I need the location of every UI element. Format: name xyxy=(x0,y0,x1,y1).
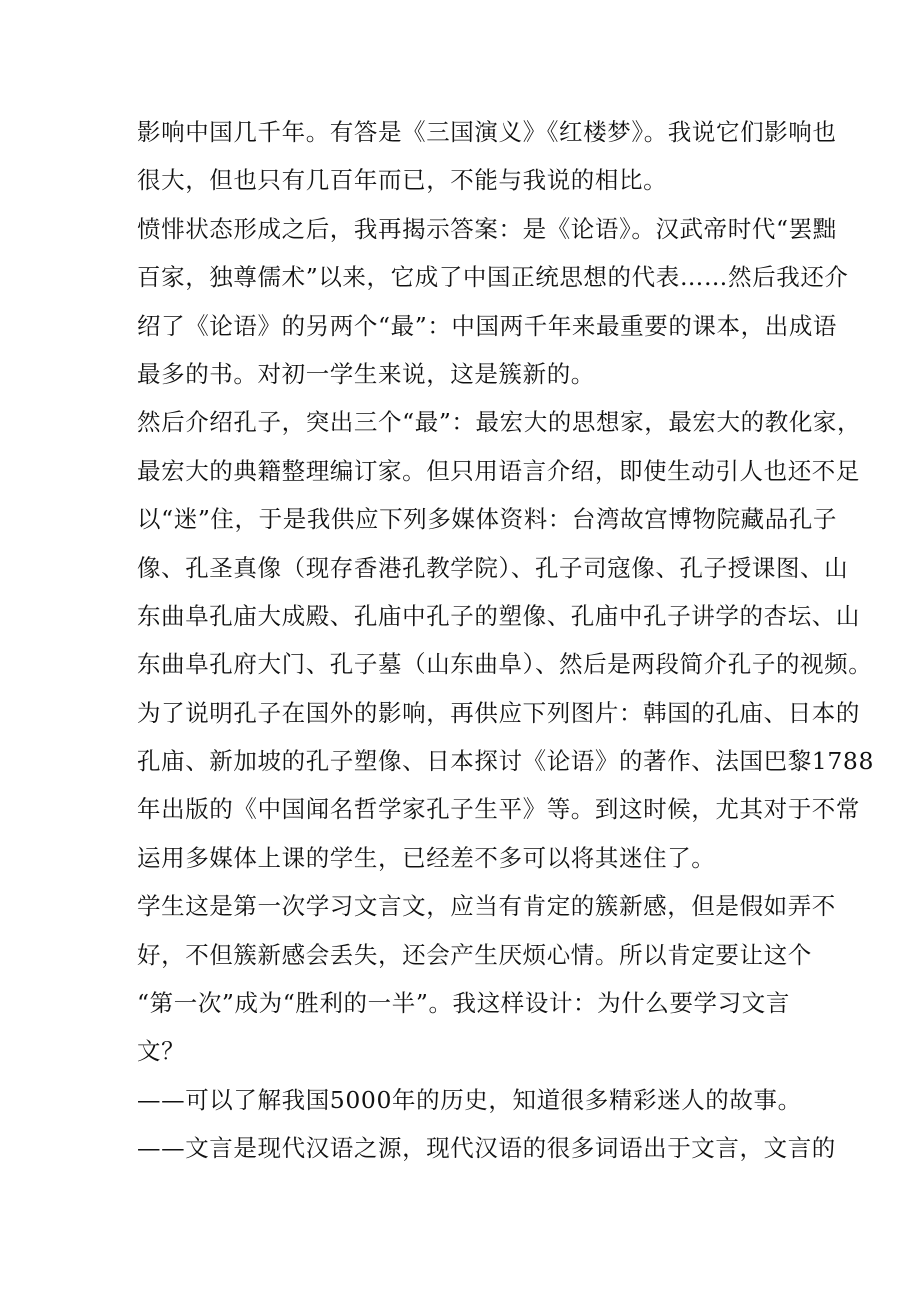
text-line: 孔庙、新加坡的孔子塑像、日本探讨《论语》的著作、法国巴黎1788 xyxy=(137,747,875,776)
text-line: 东曲阜孔庙大成殿、孔庙中孔子的塑像、孔庙中孔子讲学的杏坛、山 xyxy=(137,601,860,630)
text-line: 绍了《论语》的另两个“最”：中国两千年来最重要的课本，出成语 xyxy=(137,311,838,340)
paragraph xyxy=(137,398,873,688)
text-line: 最宏大的典籍整理编订家。但只用语言介绍，即使生动引人也还不足 xyxy=(137,456,860,485)
text-line: 很大，但也只有几百年而已，不能与我说的相比。 xyxy=(137,166,668,195)
text-line: 影响中国几千年。有答是《三国演义》《红楼梦》。我说它们影响也 xyxy=(137,118,837,146)
text-line: 好，不但簇新感会丢失，还会产生厌烦心情。所以肯定要让这个 xyxy=(137,940,812,969)
text-line: “第一次”成为“胜利的一半”。我这样设计：为什么要学习文言 xyxy=(137,989,790,1018)
text-line: 愤悱状态形成之后，我再揭示答案：是《论语》。汉武帝时代“罢黜 xyxy=(137,214,837,243)
paragraph xyxy=(137,205,849,399)
text-line: 百家，独尊儒术”以来，它成了中国正统思想的代表……然后我还介 xyxy=(137,263,849,292)
paragraph xyxy=(137,1076,802,1124)
text-line: 然后介绍孔子，突出三个“最”：最宏大的思想家，最宏大的教化家， xyxy=(137,408,862,437)
text-line: 最多的书。对初一学生来说，这是簇新的。 xyxy=(137,359,595,388)
text-line: 文？ xyxy=(137,1037,186,1066)
text-line: 东曲阜孔府大门、孔子墓（山东曲阜）、然后是两段简介孔子的视频。 xyxy=(137,650,873,679)
paragraph xyxy=(137,882,836,1076)
paragraph xyxy=(137,689,875,883)
text-line: 以“迷”住，于是我供应下列多媒体资料：台湾故宫博物院藏品孔子 xyxy=(137,505,838,534)
document-body xyxy=(137,108,875,1173)
text-line: 为了说明孔子在国外的影响，再供应下列图片：韩国的孔庙、日本的 xyxy=(137,698,860,727)
text-line: 学生这是第一次学习文言文，应当有肯定的簇新感，但是假如弄不 xyxy=(137,892,836,921)
text-line: 像、孔圣真像（现存香港孔教学院）、孔子司寇像、孔子授课图、山 xyxy=(137,553,849,582)
text-line: ——文言是现代汉语之源，现代汉语的很多词语出于文言，文言的 xyxy=(137,1134,836,1163)
paragraph xyxy=(137,108,837,205)
text-line: 运用多媒体上课的学生，已经差不多可以将其迷住了。 xyxy=(137,843,716,872)
paragraph xyxy=(137,1124,836,1172)
text-line: ——可以了解我国5000年的历史，知道很多精彩迷人的故事。 xyxy=(137,1085,802,1114)
text-line: 年出版的《中国闻名哲学家孔子生平》等。到这时候，尤其对于不常 xyxy=(137,795,860,824)
